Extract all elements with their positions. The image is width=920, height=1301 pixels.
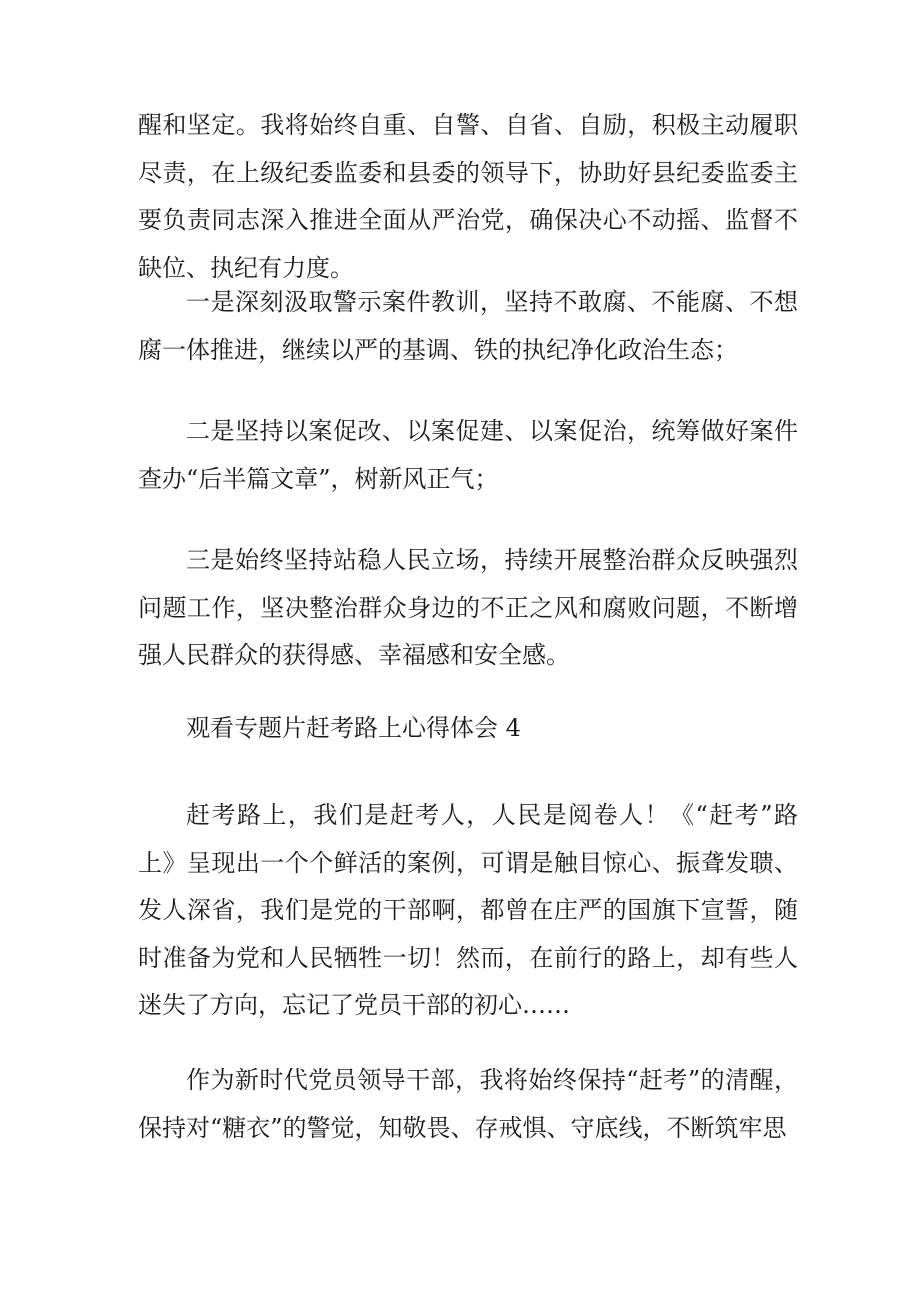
paragraph-point-three: 三是始终坚持站稳人民立场，持续开展整治群众反映强烈问题工作，坚决整治群众身边的不正之风和腐败问题，不断增强人民群众的获得感、幸福感和安全感。 [138,546,798,669]
section-heading: 观看专题片赶考路上心得体会 4 [186,714,521,742]
paragraph-body: 赶考路上，我们是赶考人，人民是阅卷人！《“赶考”路上》呈现出一个个鲜活的案例，可谓是触目惊心、振聋发聩、发人深省，我们是党的干部啊，都曾在庄严的国旗下宣誓，随时准备为党和人民牺牲一切！然而，在前行的路上，却有些人迷失了方向，忘记了党员干部的初心…… [138,801,798,1019]
paragraph-body: 作为新时代党员领导干部，我将始终保持“赶考”的清醒，保持对“糖衣”的警觉，知敬畏、存戒惧、守底线，不断筑牢思 [138,1066,798,1142]
paragraph-point-one: 一是深刻汲取警示案件教训，坚持不敢腐、不能腐、不想腐一体推进，继续以严的基调、铁的执纪净化政治生态； [138,288,798,364]
paragraph-point-two: 二是坚持以案促改、以案促建、以案促治，统筹做好案件查办“后半篇文章”，树新风正气； [138,417,798,493]
paragraph-continuation: 醒和坚定。我将始终自重、自警、自省、自励，积极主动履职尽责，在上级纪委监委和县委的领导下，协助好县纪委监委主要负责同志深入推进全面从严治党，确保决心不动摇、监督不缺位、执纪有力度。 [138,111,798,282]
